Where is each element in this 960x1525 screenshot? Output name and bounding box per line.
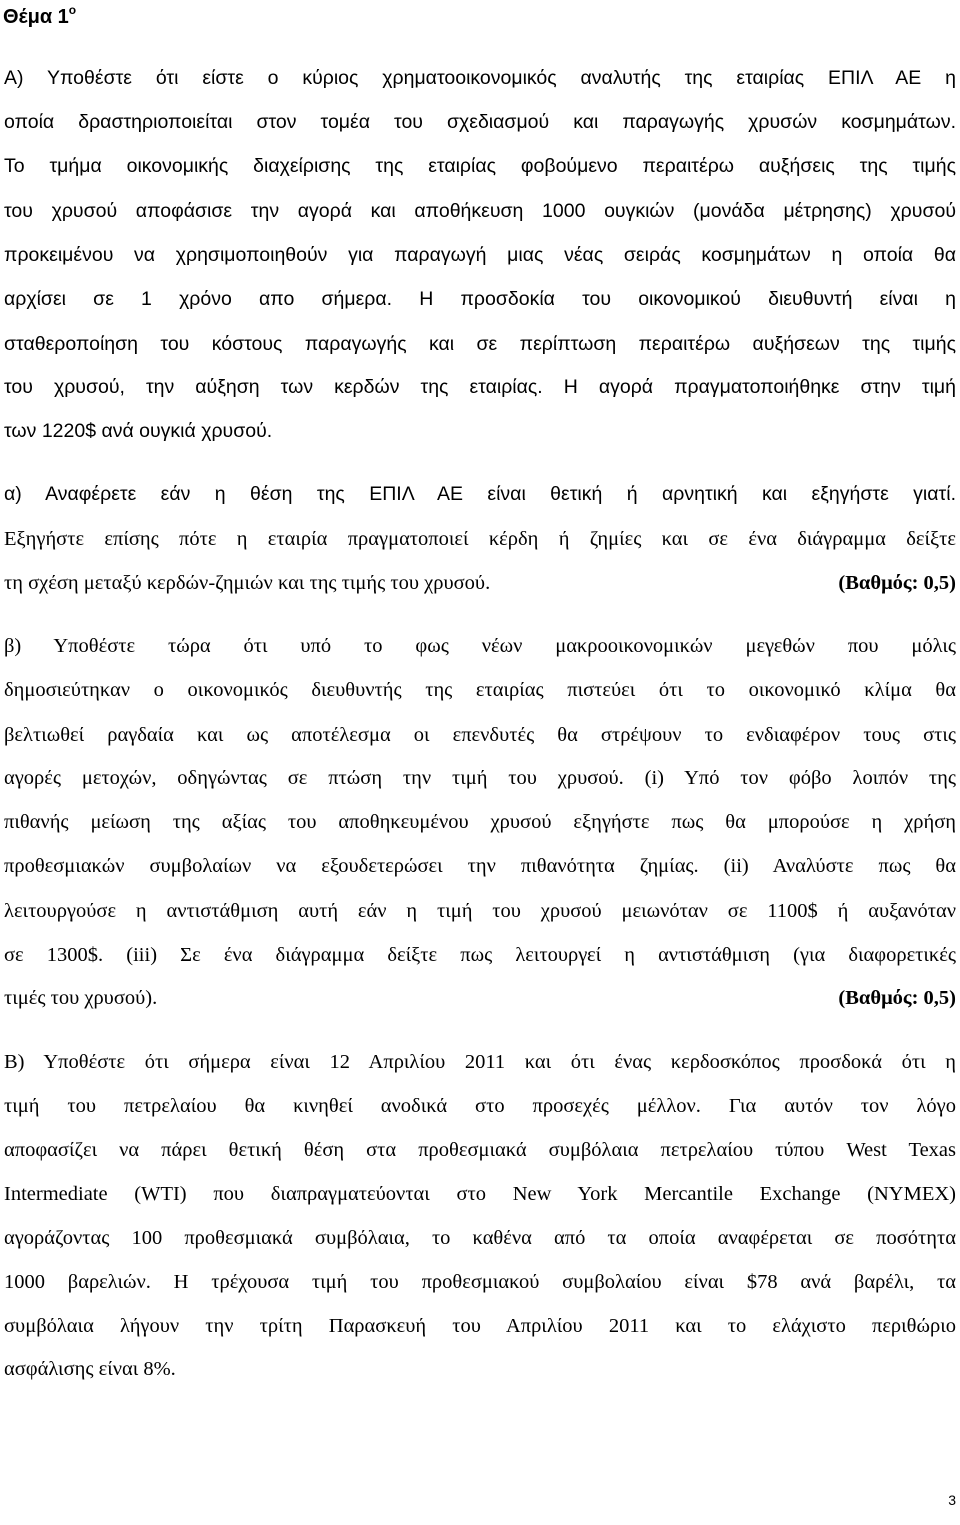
part-b-line-6: 1000 βαρελιών. Η τρέχουσα τιμή του προθεσμιακού συμβολαίου είναι $78 ανά βαρέλι, τα [4, 1271, 956, 1293]
page-title [3, 4, 76, 30]
part-a-line-9: των 1220$ ανά ουγκιά χρυσού. [4, 420, 273, 442]
part-b-line-1: Β) Υποθέστε ότι σήμερα είναι 12 Απριλίου 2011 και ότι ένας κερδοσκόπος προσδοκά ότι η [4, 1051, 956, 1073]
part-a-line-7: σταθεροποίηση του κόστους παραγωγής και σε περίπτωση περαιτέρω αυξήσεων της τιμής [4, 333, 956, 355]
question-b-line-2: δημοσιεύτηκαν ο οικονομικός διευθυντής της εταιρίας πιστεύει ότι το οικονομικό κλίμα θα [4, 679, 956, 701]
page-title-text: Θέμα 1 [3, 6, 69, 28]
question-a-grade: (Βαθμός: 0,5) [838, 572, 956, 594]
question-b-line-3: βελτιωθεί ραγδαία και ως αποτέλεσμα οι επενδυτές θα στρέψουν το ενδιαφέρον τους στις [4, 724, 956, 746]
part-a-line-2: οποία δραστηριοποιείται στον τομέα του σχεδιασμού και παραγωγής χρυσών κοσμημάτων. [4, 111, 956, 133]
question-b-grade: (Βαθμός: 0,5) [838, 987, 956, 1009]
question-b-line-1: β) Υποθέστε τώρα ότι υπό το φως νέων μακροοικονομικών μεγεθών που μόλις [4, 635, 956, 657]
part-b-line-5: αγοράζοντας 100 προθεσμιακά συμβόλαια, το καθένα από τα οποία αναφέρεται σε ποσότητα [4, 1227, 956, 1249]
question-a-line-3-text: τη σχέση μεταξύ κερδών-ζημιών και της τιμής του χρυσού. [4, 572, 491, 594]
part-b-line-4: Intermediate (WTI) που διαπραγματεύονται στο New York Mercantile Exchange (NYMEX) [4, 1183, 956, 1205]
page-number: 3 [948, 1492, 956, 1508]
question-b-line-4: αγορές μετοχών, οδηγώντας σε πτώση την τιμή του χρυσού. (i) Υπό τον φόβο λοιπόν της [4, 767, 956, 789]
question-b-line-6: προθεσμιακών συμβολαίων να εξουδετερώσει την πιθανότητα ζημίας. (ii) Αναλύστε πως θα [4, 855, 956, 877]
question-b-line-7: λειτουργούσε η αντιστάθμιση αυτή εάν η τιμή του χρυσού μειωνόταν σε 1100$ ή αυξανόταν [4, 900, 956, 922]
question-b-line-9-text: τιμές του χρυσού). [4, 987, 158, 1009]
part-a-line-6: αρχίσει σε 1 χρόνο απο σήμερα. Η προσδοκία του οικονομικού διευθυντή είναι η [4, 288, 956, 310]
part-a-line-8: του χρυσού, την αύξηση των κερδών της εταιρίας. Η αγορά πραγματοποιήθηκε στην τιμή [4, 376, 956, 398]
part-a-line-4: του χρυσού αποφάσισε την αγορά και αποθήκευση 1000 ουγκιών (μονάδα μέτρησης) χρυσού [4, 200, 956, 222]
part-a-line-1: Α) Υποθέστε ότι είστε ο κύριος χρηματοοικονομικός αναλυτής της εταιρίας ΕΠΙΛ ΑΕ η [4, 67, 956, 89]
part-a-line-3: Το τμήμα οικονομικής διαχείρισης της εταιρίας φοβούμενο περαιτέρω αυξήσεις της τιμής [4, 155, 956, 177]
question-a-line-2: Εξηγήστε επίσης πότε η εταιρία πραγματοποιεί κέρδη ή ζημίες και σε ένα διάγραμμα δείξτε [4, 528, 956, 550]
part-a-line-5: προκειμένου να χρησιμοποιηθούν για παραγωγή μιας νέας σειράς κοσμημάτων η οποία θα [4, 244, 956, 266]
question-a-line-1: α) Αναφέρετε εάν η θέση της ΕΠΙΛ ΑΕ είναι θετική ή αρνητική και εξηγήστε γιατί. [4, 483, 956, 505]
page-title-superscript: ο [68, 3, 77, 17]
part-b-line-8: ασφάλισης είναι 8%. [4, 1358, 176, 1380]
part-b-line-2: τιμή του πετρελαίου θα κινηθεί ανοδικά στο προσεχές μέλλον. Για αυτόν τον λόγο [4, 1095, 956, 1117]
question-b-line-8: σε 1300$. (iii) Σε ένα διάγραμμα δείξτε πως λειτουργεί η αντιστάθμιση (για διαφορετικές [4, 944, 956, 966]
question-a-line-3 [4, 568, 956, 598]
part-b-line-7: συμβόλαια λήγουν την τρίτη Παρασκευή του Απριλίου 2011 και το ελάχιστο περιθώριο [4, 1315, 956, 1337]
part-b-line-3: αποφασίζει να πάρει θετική θέση στα προθεσμιακά συμβόλαια πετρελαίου τύπου West Texas [4, 1139, 956, 1161]
question-b-line-9 [4, 983, 956, 1013]
question-b-line-5: πιθανής μείωση της αξίας του αποθηκευμένου χρυσού εξηγήστε πως θα μπορούσε η χρήση [4, 811, 956, 833]
